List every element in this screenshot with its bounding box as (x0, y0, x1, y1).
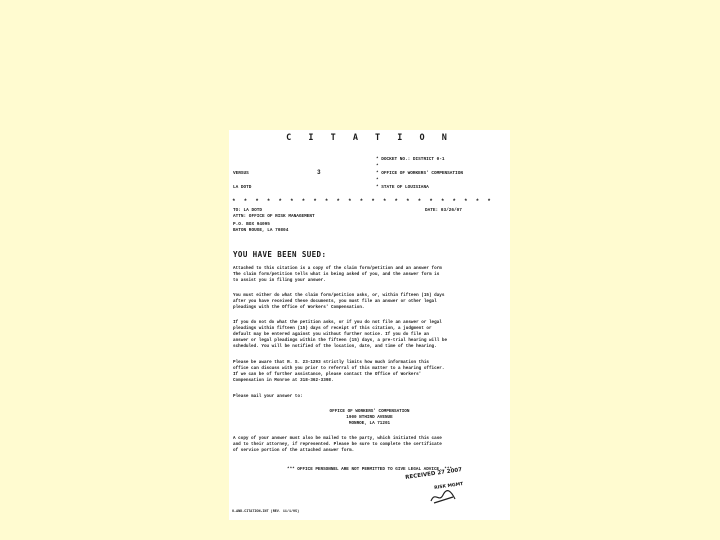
mail-to-line-3: MONROE, LA 71201 (348, 421, 391, 426)
para-4-line-4: Compensation in Monroe at 318-362-3398. (233, 378, 334, 383)
citation-document (229, 130, 510, 520)
case-mark: 3 (317, 169, 321, 176)
para-5-line-1: Please mail your answer to: (233, 394, 303, 399)
office-line: * OFFICE OF WORKERS' COMPENSATION (376, 171, 463, 176)
para-3-line-2: pleadings within fifteen (15) days of receipt of this citation, a judgment or (233, 326, 432, 331)
bullet-2: * (376, 178, 379, 183)
docket-line: * DOCKET NO.: DISTRICT 0-1 (376, 157, 445, 162)
para-3-line-5: scheduled. You will be notified of the location, date, and time of the hearing. (233, 344, 437, 349)
para-2-line-3: pleadings with the Office of Workers' Compensation. (233, 305, 365, 310)
legal-advice-notice: *** OFFICE PERSONNEL ARE NOT PERMITTED TO GIVE LEGAL ADVICE. *** (286, 467, 453, 472)
sued-heading: YOU HAVE BEEN SUED: (233, 250, 327, 259)
para-4-line-3: If we can be of further assistance, please contact the Office of Workers' (233, 372, 422, 377)
date-line: DATE: 03/26/07 (425, 208, 462, 213)
office-text: OFFICE OF WORKERS' COMPENSATION (381, 171, 463, 176)
mail-to-line-1: OFFICE OF WORKERS' COMPENSATION (329, 409, 410, 414)
closing-line-2: and to their attorney, if represented. Please be sure to complete the certificate (233, 442, 442, 447)
para-2-line-2: after you have received these documents, you must file an answer or other legal (233, 299, 437, 304)
para-3-line-1: If you do not do what the petition asks, or if you do not file an answer or legal (233, 320, 442, 325)
para-1-line-1: Attached to this citation is a copy of the claim form/petition and an answer form (233, 266, 442, 271)
para-1-line-3: to assist you in filing your answer. (233, 278, 326, 283)
closing-line-3: of service portion of the attached answer form. (233, 448, 355, 453)
state-text: STATE OF LOUISIANA (381, 185, 429, 190)
para-4-line-1: Please be aware that R. S. 23-1293 strictly limits how much information this (233, 360, 429, 365)
star-divider: * * * * * * * * * * * * * * * * * * * * * * * (232, 198, 494, 205)
risk-mgmt-stamp: RISK MGMT (434, 481, 464, 491)
state-line: * STATE OF LOUISIANA (376, 185, 429, 190)
para-2-line-1: You must either do what the claim form/petition asks, or, within fifteen (15) days (233, 293, 445, 298)
para-3-line-4: answer or legal pleadings within the fifteen (15) days, a pre-trial hearing will be (233, 338, 448, 343)
po-box-line: P.O. BOX 94095 (233, 222, 270, 227)
para-1-line-2: The claim form/petition tells what is being asked of you, and the answer form is (233, 272, 440, 277)
attn-line: ATTN: OFFICE OF RISK MANAGEMENT (233, 214, 315, 219)
city-line: BATON ROUGE, LA 70804 (233, 228, 289, 233)
header-left-defendant: LA DOTD (233, 185, 252, 190)
para-3-line-3: default may be entered against you without further notice. If you do file an (233, 332, 429, 337)
docket-text: DOCKET NO.: DISTRICT 0-1 (381, 157, 445, 162)
header-left-versus: VERSUS (233, 171, 249, 176)
signature-scribble (429, 489, 459, 505)
bullet-1: * (376, 164, 379, 169)
to-line: TO: LA DOTD (233, 208, 262, 213)
received-stamp: RECEIVED 27 2007 (405, 467, 463, 481)
mail-to-line-2: 1900 NTHIRD AVENUE (346, 415, 393, 420)
para-4-line-2: office can discuss with you prior to referral of this matter to a hearing officer. (233, 366, 445, 371)
form-footer: O-AND-CITATION-INT (REV. 11/1/05) (232, 510, 300, 514)
closing-line-1: A copy of your answer must also be mailed to the party, which initiated this case (233, 436, 442, 441)
document-title: C I T A T I O N (286, 133, 453, 143)
